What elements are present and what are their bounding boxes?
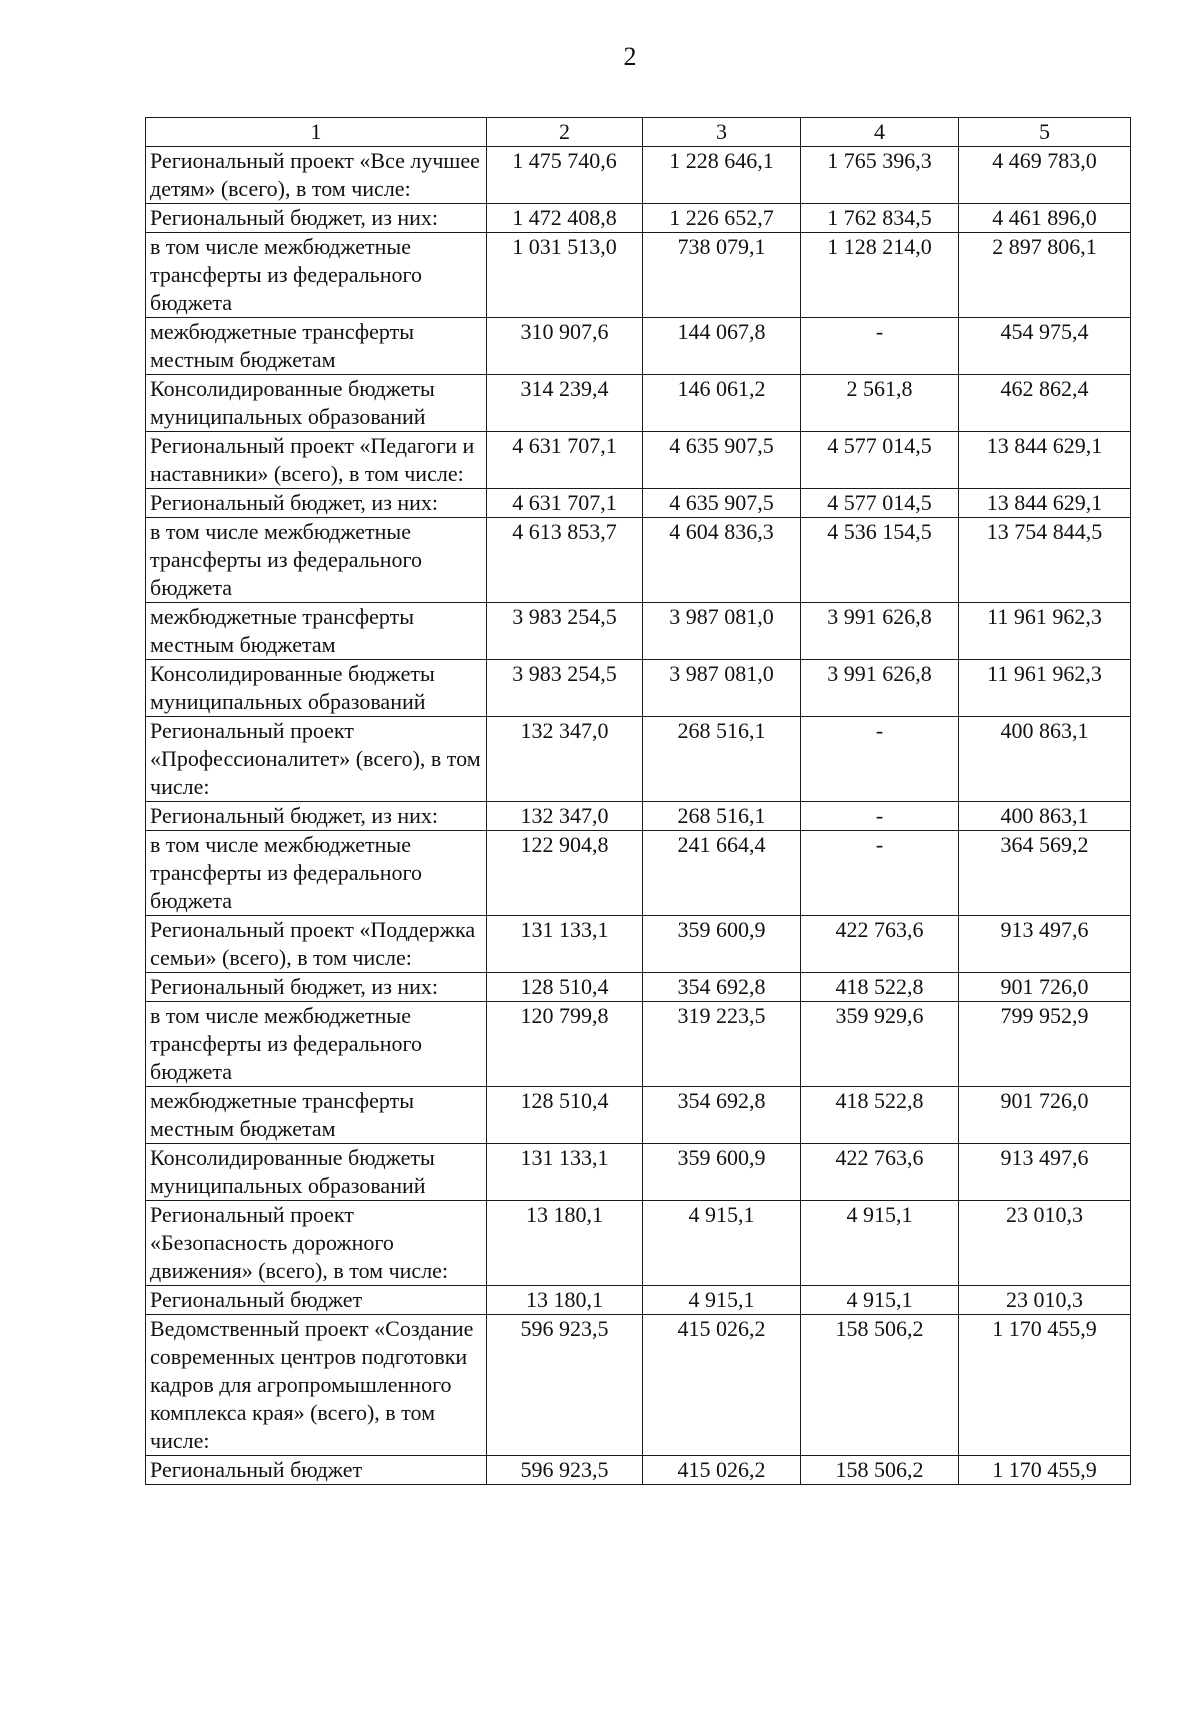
value-cell: 13 844 629,1 — [959, 489, 1131, 518]
value-cell: 158 506,2 — [801, 1456, 959, 1485]
value-cell: 146 061,2 — [643, 375, 801, 432]
value-cell: 120 799,8 — [487, 1002, 643, 1087]
value-cell: 400 863,1 — [959, 717, 1131, 802]
value-cell: 799 952,9 — [959, 1002, 1131, 1087]
table-row — [146, 1144, 1131, 1201]
row-label: Региональный проект «Педагоги и наставники» (всего), в том числе: — [146, 432, 487, 489]
value-cell: 128 510,4 — [487, 1087, 643, 1144]
value-cell: 3 983 254,5 — [487, 660, 643, 717]
value-cell: 738 079,1 — [643, 233, 801, 318]
value-cell: 268 516,1 — [643, 717, 801, 802]
table-row — [146, 1201, 1131, 1286]
value-cell: 2 897 806,1 — [959, 233, 1131, 318]
row-label: Региональный бюджет, из них: — [146, 204, 487, 233]
row-label: Региональный проект «Профессионалитет» (всего), в том числе: — [146, 717, 487, 802]
row-label: в том числе межбюджетные трансферты из федерального бюджета — [146, 518, 487, 603]
value-cell: 1 226 652,7 — [643, 204, 801, 233]
page-number: 2 — [623, 42, 637, 71]
value-cell: 415 026,2 — [643, 1315, 801, 1456]
table-row — [146, 432, 1131, 489]
value-cell: 901 726,0 — [959, 973, 1131, 1002]
table-row — [146, 204, 1131, 233]
value-cell: 418 522,8 — [801, 1087, 959, 1144]
value-cell: 415 026,2 — [643, 1456, 801, 1485]
value-cell: 4 577 014,5 — [801, 432, 959, 489]
table-row — [146, 233, 1131, 318]
value-cell: 13 844 629,1 — [959, 432, 1131, 489]
table-row — [146, 1087, 1131, 1144]
value-cell: 359 929,6 — [801, 1002, 959, 1087]
value-cell: 359 600,9 — [643, 916, 801, 973]
value-cell: 23 010,3 — [959, 1286, 1131, 1315]
value-cell: 422 763,6 — [801, 1144, 959, 1201]
value-cell: 122 904,8 — [487, 831, 643, 916]
table-row — [146, 518, 1131, 603]
value-cell: 131 133,1 — [487, 916, 643, 973]
value-cell: 319 223,5 — [643, 1002, 801, 1087]
value-cell: 13 180,1 — [487, 1286, 643, 1315]
column-header: 5 — [959, 118, 1131, 147]
value-cell: 310 907,6 — [487, 318, 643, 375]
value-cell: 454 975,4 — [959, 318, 1131, 375]
value-cell: 354 692,8 — [643, 973, 801, 1002]
value-cell: 11 961 962,3 — [959, 660, 1131, 717]
row-label: Региональный бюджет, из них: — [146, 973, 487, 1002]
value-cell: - — [801, 831, 959, 916]
value-cell: 132 347,0 — [487, 717, 643, 802]
value-cell: 158 506,2 — [801, 1315, 959, 1456]
row-label: межбюджетные трансферты местным бюджетам — [146, 318, 487, 375]
value-cell: 4 631 707,1 — [487, 432, 643, 489]
value-cell: 418 522,8 — [801, 973, 959, 1002]
table-row — [146, 831, 1131, 916]
row-label: Региональный бюджет, из них: — [146, 802, 487, 831]
row-label: Региональный проект «Безопасность дорожного движения» (всего), в том числе: — [146, 1201, 487, 1286]
value-cell: 4 915,1 — [643, 1286, 801, 1315]
row-label: в том числе межбюджетные трансферты из федерального бюджета — [146, 831, 487, 916]
value-cell: 3 987 081,0 — [643, 603, 801, 660]
value-cell: 1 762 834,5 — [801, 204, 959, 233]
table-header — [146, 118, 1131, 147]
value-cell: 422 763,6 — [801, 916, 959, 973]
value-cell: 4 635 907,5 — [643, 432, 801, 489]
row-label: в том числе межбюджетные трансферты из федерального бюджета — [146, 233, 487, 318]
table-body — [146, 147, 1131, 1485]
row-label: Консолидированные бюджеты муниципальных образований — [146, 660, 487, 717]
value-cell: 131 133,1 — [487, 1144, 643, 1201]
value-cell: 128 510,4 — [487, 973, 643, 1002]
value-cell: 4 469 783,0 — [959, 147, 1131, 204]
value-cell: 1 765 396,3 — [801, 147, 959, 204]
value-cell: 400 863,1 — [959, 802, 1131, 831]
row-label: Региональный проект «Все лучшее детям» (всего), в том числе: — [146, 147, 487, 204]
value-cell: 1 170 455,9 — [959, 1456, 1131, 1485]
value-cell: - — [801, 802, 959, 831]
value-cell: 4 631 707,1 — [487, 489, 643, 518]
table-row — [146, 660, 1131, 717]
value-cell: 3 991 626,8 — [801, 603, 959, 660]
table-row — [146, 603, 1131, 660]
table-row — [146, 1315, 1131, 1456]
value-cell: 268 516,1 — [643, 802, 801, 831]
value-cell: 596 923,5 — [487, 1456, 643, 1485]
value-cell: 1 128 214,0 — [801, 233, 959, 318]
column-header: 2 — [487, 118, 643, 147]
value-cell: 359 600,9 — [643, 1144, 801, 1201]
value-cell: 4 461 896,0 — [959, 204, 1131, 233]
column-header: 1 — [146, 118, 487, 147]
value-cell: 1 472 408,8 — [487, 204, 643, 233]
budget-table — [145, 117, 1131, 1485]
value-cell: 1 031 513,0 — [487, 233, 643, 318]
table-row — [146, 717, 1131, 802]
table-row — [146, 973, 1131, 1002]
value-cell: 314 239,4 — [487, 375, 643, 432]
value-cell: 4 915,1 — [801, 1286, 959, 1315]
value-cell: 1 475 740,6 — [487, 147, 643, 204]
row-label: Консолидированные бюджеты муниципальных образований — [146, 375, 487, 432]
row-label: Региональный бюджет — [146, 1286, 487, 1315]
value-cell: 462 862,4 — [959, 375, 1131, 432]
value-cell: 3 983 254,5 — [487, 603, 643, 660]
header-row — [146, 118, 1131, 147]
row-label: Региональный бюджет — [146, 1456, 487, 1485]
value-cell: 4 604 836,3 — [643, 518, 801, 603]
value-cell: 4 577 014,5 — [801, 489, 959, 518]
value-cell: 913 497,6 — [959, 916, 1131, 973]
value-cell: 1 228 646,1 — [643, 147, 801, 204]
row-label: межбюджетные трансферты местным бюджетам — [146, 1087, 487, 1144]
row-label: Консолидированные бюджеты муниципальных образований — [146, 1144, 487, 1201]
row-label: Ведомственный проект «Создание современных центров подготовки кадров для агропромышленного комплекса края» (всего), в том числе: — [146, 1315, 487, 1456]
value-cell: 1 170 455,9 — [959, 1315, 1131, 1456]
value-cell: 23 010,3 — [959, 1201, 1131, 1286]
value-cell: - — [801, 318, 959, 375]
value-cell: 132 347,0 — [487, 802, 643, 831]
value-cell: 901 726,0 — [959, 1087, 1131, 1144]
table-row — [146, 916, 1131, 973]
value-cell: 3 991 626,8 — [801, 660, 959, 717]
row-label: Региональный проект «Поддержка семьи» (всего), в том числе: — [146, 916, 487, 973]
value-cell: 3 987 081,0 — [643, 660, 801, 717]
value-cell: 4 635 907,5 — [643, 489, 801, 518]
value-cell: 4 536 154,5 — [801, 518, 959, 603]
value-cell: 4 915,1 — [643, 1201, 801, 1286]
table-row — [146, 1286, 1131, 1315]
row-label: Региональный бюджет, из них: — [146, 489, 487, 518]
row-label: в том числе межбюджетные трансферты из федерального бюджета — [146, 1002, 487, 1087]
value-cell: 11 961 962,3 — [959, 603, 1131, 660]
column-header: 3 — [643, 118, 801, 147]
value-cell: 4 915,1 — [801, 1201, 959, 1286]
value-cell: 913 497,6 — [959, 1144, 1131, 1201]
value-cell: 144 067,8 — [643, 318, 801, 375]
value-cell: 4 613 853,7 — [487, 518, 643, 603]
row-label: межбюджетные трансферты местным бюджетам — [146, 603, 487, 660]
value-cell: 241 664,4 — [643, 831, 801, 916]
table-row — [146, 1002, 1131, 1087]
table-row — [146, 375, 1131, 432]
value-cell: 13 754 844,5 — [959, 518, 1131, 603]
table-row — [146, 1456, 1131, 1485]
column-header: 4 — [801, 118, 959, 147]
value-cell: - — [801, 717, 959, 802]
table-row — [146, 147, 1131, 204]
table-row — [146, 802, 1131, 831]
value-cell: 364 569,2 — [959, 831, 1131, 916]
value-cell: 13 180,1 — [487, 1201, 643, 1286]
value-cell: 596 923,5 — [487, 1315, 643, 1456]
table-row — [146, 318, 1131, 375]
value-cell: 354 692,8 — [643, 1087, 801, 1144]
table-row — [146, 489, 1131, 518]
value-cell: 2 561,8 — [801, 375, 959, 432]
